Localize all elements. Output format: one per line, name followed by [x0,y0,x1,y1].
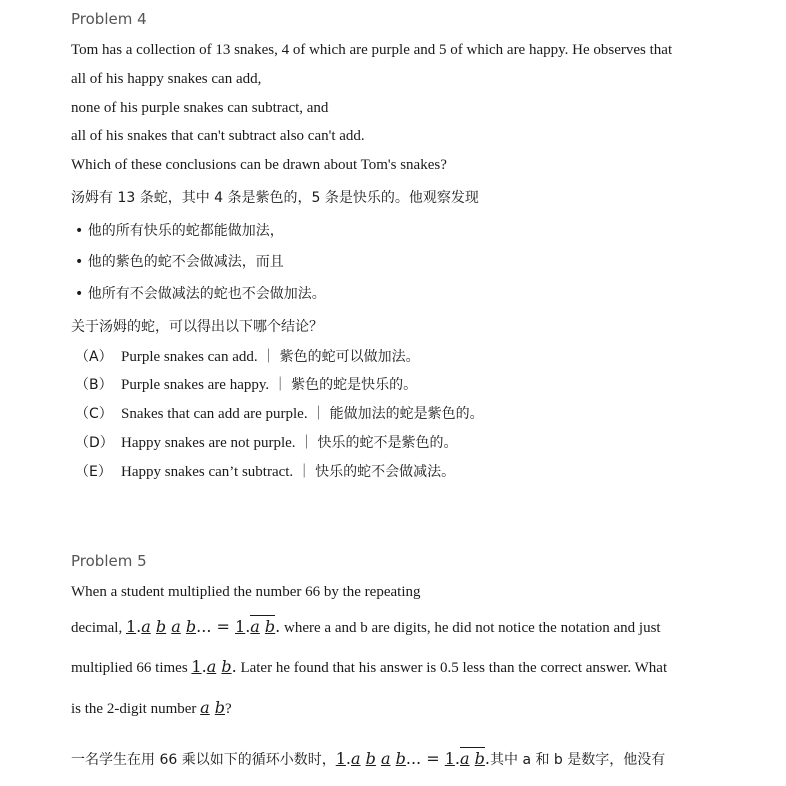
decimal-expression [191,657,236,676]
answer-option-c [75,403,484,423]
repeating-decimal-expression [336,747,490,768]
answer-option-e [75,461,455,481]
math-var-a: a [250,617,260,636]
option-text-zh: 快乐的蛇不是紫色的。 [317,435,458,451]
math-dot: . [484,749,490,768]
option-text-en: Snakes that can add are purple. [121,406,308,422]
text-fragment: where a and b are digits, he did not notice the notation and just [284,620,661,636]
math-ellipsis: ... [405,749,422,768]
option-text-en: Purple snakes are happy. [121,377,270,393]
answer-option-d [75,432,458,452]
option-label: （B） [75,377,113,393]
answer-option-a [75,346,420,366]
math-var-a: a [141,617,151,636]
text-fragment: 一名学生在用 66 乘以如下的循环小数时， [71,752,336,768]
math-var-b: b [365,749,376,768]
math-dot: . [454,749,461,768]
problem-5-line: When a student multiplied the number 66 by the repeating [71,584,421,600]
math-dot: . [136,617,142,636]
math-equals: = [216,617,230,636]
repeating-decimal-expression [126,615,280,636]
math-dot: . [245,617,251,636]
option-text-zh: 快乐的蛇不会做减法。 [315,464,456,480]
math-ellipsis: ... [196,617,212,636]
text-fragment: 其中 a 和 b 是数字，他没有 [490,752,666,768]
math-var-b: b [264,617,276,636]
math-var-a: a [171,617,181,636]
problem-4-statement-line: all of his happy snakes can add, [71,71,262,87]
math-var-a: a [460,749,470,768]
option-label: （D） [75,435,114,451]
math-digit: 1 [125,617,137,636]
math-var-b: b [214,698,226,717]
math-var-a: a [206,657,217,676]
option-text-zh: 紫色的蛇可以做加法。 [279,349,420,365]
option-label: （C） [75,406,113,422]
math-var-b: b [185,617,197,636]
math-digit: 1 [235,617,246,636]
option-text-en: Purple snakes can add. [121,349,258,365]
option-separator: ｜ [299,435,314,451]
math-dot: . [275,617,281,636]
math-var-a: a [351,749,361,768]
problem-4-bullet-zh: • 他所有不会做减法的蛇也不会做加法。 [75,286,326,302]
math-var-b: b [221,657,232,676]
math-dot: . [231,657,237,676]
problem-5-line [71,617,661,637]
math-var-b: b [474,749,485,768]
math-var-a: a [200,698,210,717]
option-separator: ｜ [297,464,312,480]
math-dot: . [345,749,351,768]
math-digit: 1 [444,749,455,768]
problem-4-bullet-zh: • 他的所有快乐的蛇都能做加法， [75,223,284,239]
problem-5-title: Problem 5 [71,552,147,570]
answer-option-b [75,374,417,394]
math-equals: = [426,749,440,768]
option-separator: ｜ [273,377,288,393]
text-fragment: ? [225,701,232,717]
math-var-b: b [155,617,167,636]
option-text-zh: 能做加法的蛇是紫色的。 [329,406,484,422]
two-digit-number-expression [200,698,225,717]
problem-4-statement-line: none of his purple snakes can subtract, and [71,100,329,116]
math-digit: 1 [191,657,202,676]
problem-4-statement-zh: 汤姆有 13 条蛇，其中 4 条是紫色的，5 条是快乐的。他观察发现 [71,190,479,206]
text-fragment: multiplied 66 times [71,660,188,676]
problem-5-zh-line [71,749,665,769]
problem-4-statement-line: all of his snakes that can't subtract also can't add. [71,128,365,144]
option-text-zh: 紫色的蛇是快乐的。 [291,377,418,393]
option-text-en: Happy snakes can’t subtract. [121,464,294,480]
option-separator: ｜ [311,406,326,422]
text-fragment: decimal, [71,620,123,636]
math-digit: 1 [335,749,346,768]
option-label: （E） [75,464,112,480]
problem-4-question-zh: 关于汤姆的蛇，可以得出以下哪个结论？ [71,319,323,335]
option-label: （A） [75,349,113,365]
problem-4-question-en: Which of these conclusions can be drawn about Tom's snakes? [71,157,447,173]
problem-4-bullet-zh: • 他的紫色的蛇不会做减法，而且 [75,254,284,270]
option-separator: ｜ [261,349,276,365]
math-var-b: b [395,749,406,768]
text-fragment: Later he found that his answer is 0.5 less than the correct answer. What [240,660,668,676]
problem-5-line [71,698,232,718]
option-text-en: Happy snakes are not purple. [121,435,296,451]
problem-4-title: Problem 4 [71,10,147,28]
math-var-a: a [380,749,391,768]
math-dot: . [201,657,207,676]
problem-5-line [71,657,667,677]
problem-4-statement-line: Tom has a collection of 13 snakes, 4 of which are purple and 5 of which are happy. He observes that [71,42,673,58]
text-fragment: is the 2-digit number [71,701,197,717]
